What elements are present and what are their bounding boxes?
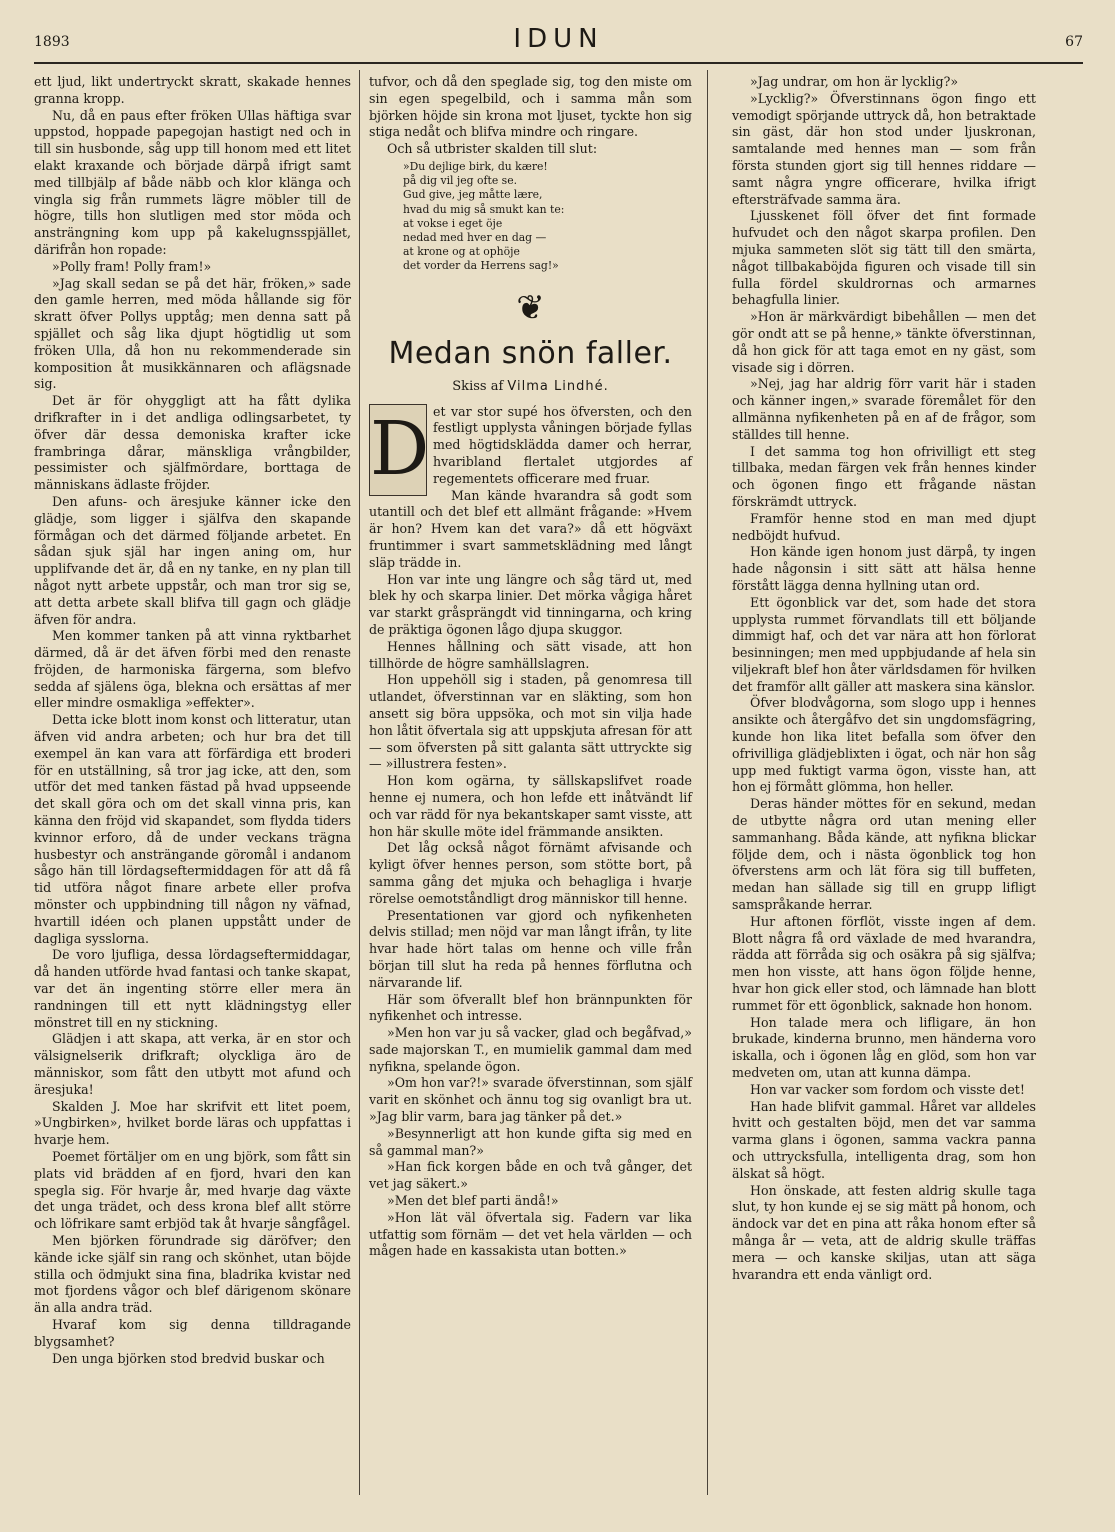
poem-line: »Du dejlige birk, du kære!	[403, 159, 548, 173]
masthead-title: IDUN	[513, 24, 604, 54]
paragraph: Han hade blifvit gammal. Håret var alldeles hvitt och gestalten böjd, men det var samma varma glans i ögonen, samma vackra panna och uttrycksfulla, intelligenta drag, som hon älskat så högt.	[732, 1098, 1036, 1181]
column-3	[732, 74, 1036, 1283]
paragraph: Detta icke blott inom konst och litteratur, utan äfven vid andra arbeten; och hur bra det till exempel än kan vara att förfärdiga ett broderi för en utställning, så tror jag icke, att den, som utför det med tanken fästad på hvad uppseende det skall göra och om det skall vinna pris, kan känna den fröjd vid skapandet, som flydda tiders kvinnor erforo, då de under veckans trägna husbestyr och ansträngande göromål i andanom sågo hän till lördagseftermiddagen för att då få tid utföra något finare arbete eller profva mönster och uppbindning till någon ny väfnad, hvartill idéen och planen uppstått under de dagliga sysslorna.	[34, 712, 351, 946]
paragraph: tufvor, och då den speglade sig, tog den miste om sin egen spegelbild, och i samma mån som björken höjde sin krona mot ljuset, tyckte hon sig stiga nedåt och blifva mindre och ringare.	[369, 74, 692, 140]
paragraph: Framför henne stod en man med djupt nedböjdt hufvud.	[732, 510, 1036, 543]
paragraph: Skalden J. Moe har skrifvit ett litet poem, »Ungbirken», hvilket borde läras och uppfattas i hvarje hem.	[34, 1098, 351, 1148]
paragraph: »Jag undrar, om hon är lycklig?»	[750, 74, 959, 89]
byline	[369, 378, 692, 396]
paragraph: »Om hon var?!» svarade öfverstinnan, som själf varit en skönhet och ännu tog sig ovanligt bra ut. »Jag blir varm, bara jag tänker på det.»	[369, 1075, 692, 1125]
paragraph: Man kände hvarandra så godt som utantill och det blef ett allmänt frågande: »Hvem är hon? Hvem kan det vara?» då ett högväxt fruntimmer i svart sammetsklädning med långt släp trädde in.	[369, 487, 692, 570]
paragraph: Hon kände igen honom just därpå, ty ingen hade någonsin i sitt sätt att hälsa henne förstått lägga denna hyllning utan ord.	[732, 544, 1036, 593]
paragraph: Den unga björken stod bredvid buskar och	[52, 1350, 325, 1366]
paragraph: De voro ljufliga, dessa lördagseftermiddagar, då handen utförde hvad fantasi och tanke skapat, var det än ingenting större eller mera än randningen till ett nytt klädningstyg eller mönstret till en ny stickning.	[34, 947, 351, 1030]
page-number: 67	[1065, 34, 1083, 50]
paragraph: »Nej, jag har aldrig förr varit här i staden och känner ingen,» svarade föremålet för den allmänna nyfikenheten på en af de frågor, som ställdes till henne.	[732, 376, 1036, 442]
paragraph: »Polly fram! Polly fram!»	[52, 258, 212, 274]
paragraph: Hon talade mera och lifligare, än hon brukade, kinderna brunno, men händerna voro iskalla, och i ögonen låg en glöd, som hon var medveten om, utan att kunna dämpa.	[732, 1014, 1036, 1081]
column-divider	[359, 70, 360, 1495]
first-paragraph	[369, 403, 692, 492]
paragraph: Och så utbrister skalden till slut:	[387, 141, 598, 157]
paragraph: Det är för ohyggligt att ha fått dylika drifkrafter in i det andliga odlingsarbetet, ty öfver där dessa demoniska krafter icke frambringa dårar, mänskliga vrångbilder, pessimister och själfmördare, borttaga de människans ädlaste fröjder.	[34, 393, 351, 493]
paragraph: Här som öfverallt blef hon brännpunkten för nyfikenhet och intresse.	[369, 991, 692, 1024]
poem-line: at krone og at ophöje	[403, 245, 520, 259]
poem-line: hvad du mig så smukt kan te:	[403, 202, 565, 216]
paragraph: Men björken förundrade sig däröfver; den kände icke själf sin rang och skönhet, utan böjde stilla och ödmjukt sina fina, bladrika kvistar ned mot fjordens vågor och blef därigenom skönare än alla andra träd.	[34, 1232, 351, 1316]
poem-line: på dig vil jeg ofte se.	[403, 174, 518, 188]
byline-prefix: Skiss af	[452, 378, 504, 394]
first-paragraph-text: et var stor supé hos öfversten, och den festligt upplysta våningen började fyllas med högtidsklädda damer och herrar, hvaribland flertalet utgjordes af regementets officerare med fruar.	[433, 403, 692, 486]
paragraph: ett ljud, likt undertryckt skratt, skakade hennes granna kropp.	[34, 74, 351, 106]
column-2	[369, 74, 692, 1260]
paragraph: »Jag skall sedan se på det här, fröken,» sade den gamle herren, med möda hållande sig för skratt öfver Pollys upptåg; men denna satt på spjället och såg lika djupt högtidlig ut som fröken Ulla, då hon nu rekommenderade sin komposition åt musikkännaren och aflägsnade sig.	[34, 275, 351, 392]
column-divider	[707, 70, 708, 1495]
paragraph: Deras händer möttes för en sekund, medan de utbytte några ord utan mening eller sammanhang. Båda kände, att nyfikna blickar följde dem, och i nästa ögonblick tog hon öfverstens arm och lät föra sig till buffeten, medan han sällade sig till en grupp lifligt samspråkande herrar.	[732, 796, 1036, 913]
paragraph: »Hon lät väl öfvertala sig. Fadern var lika utfattig som förnäm — det vet hela världen — och mågen hade en kassakista utan botten.»	[369, 1209, 692, 1259]
paragraph: Hon var inte ung längre och såg tärd ut, med blek hy och skarpa linier. Det mörka vågiga håret var starkt gråsprängdt vid tinningarna, och kring de präktiga ögonen lågo djupa skuggor.	[369, 571, 692, 637]
year-label: 1893	[34, 34, 70, 50]
poem-line: nedad med hver en dag —	[403, 231, 547, 244]
paragraph: Hon kom ogärna, ty sällskapslifvet roade henne ej numera, och hon lefde ett inåtvändt lif och var rädd för nya bekantskaper samt visste, att hon här skulle möte idel främmande ansikten.	[369, 773, 692, 839]
author-name: Vilma Lindhé.	[507, 378, 609, 394]
paragraph: Poemet förtäljer om en ung björk, som fått sin plats vid brädden af en fjord, hvari den kan spegla sig. För hvarje år, med hvarje dag växte det unga trädet, och dess krona blef allt större och löfrikare samt erbjöd tak åt hvarje sångfågel.	[34, 1149, 351, 1232]
paragraph: Presentationen var gjord och nyfikenheten delvis stillad; men nöjd var man långt ifrån, ty lite hvar hade hört talas om henne och ville från början till slut ha reda på hennes förflutna och närvarande lif.	[369, 907, 692, 990]
paragraph: Den afuns- och äresjuke känner icke den glädje, som ligger i själfva den skapande förmågan och det därmed följande arbetet. En sådan sjuk själ har ingen aning om, hur upplifvande det är, då en ny tanke, en ny plan till något nytt arbete uppstår, och man tror sig se, att detta arbete skall blifva till gagn och glädje äfven för andra.	[34, 493, 351, 627]
paragraph: »Men det blef parti ändå!»	[387, 1193, 559, 1209]
paragraph: »Besynnerligt att hon kunde gifta sig med en så gammal man?»	[369, 1125, 692, 1158]
poem-line: det vorder da Herrens sag!»	[403, 259, 559, 273]
paragraph: Glädjen i att skapa, att verka, är en stor och välsignelserik drifkraft; olyckliga äro de människor, som fått den utbytt mot afund och äresjuka!	[34, 1031, 351, 1097]
paragraph: Men kommer tanken på att vinna ryktbarhet därmed, då är det äfven förbi med den renaste fröjden, de harmoniska färgerna, som blefvo sedda af själens öga, blekna och ersättas af mer eller mindre osmakliga »effekter».	[34, 628, 351, 711]
paragraph: Hvaraf kom sig denna tilldragande blygsamhet?	[34, 1316, 351, 1349]
story-title: Medan snön faller.	[388, 335, 673, 371]
poem-line: at vokse i eget öje	[403, 216, 503, 230]
paragraph: »Men hon var ju så vacker, glad och begåfvad,» sade majorskan T., en mumielik gammal dam med nyfikna, spelande ögon.	[369, 1025, 692, 1074]
paragraph: Hur aftonen förflöt, visste ingen af dem. Blott några få ord växlade de med hvarandra, rädda att förråda sig och osäkra på sig själfva; men hon visste, att hans ögon följde henne, hvar hon gick eller stod, och lämnade han blott rummet för ett ögonblick, saknade hon honom.	[732, 913, 1036, 1013]
paragraph: Hennes hållning och sätt visade, att hon tillhörde de högre samhällslagren.	[369, 638, 692, 671]
paragraph: Öfver blodvågorna, som slogo upp i hennes ansikte och återgåfvo det sin ungdomsfägring, kunde hon lika litet befalla som öfver den ofrivilliga glädjeblixten i ögat, och när hon såg upp med fuktigt varma ögon, visste han, att hon ej förmått glömma, hon heller.	[732, 695, 1036, 795]
page-header	[34, 24, 1083, 64]
poem	[403, 160, 692, 274]
paragraph: Hon uppehöll sig i staden, på genomresa till utlandet, öfverstinnan var en släkting, som hon ansett sig böra uppsöka, och mot sin vilja hade hon låtit öfvertala sig att uppskjuta afresan för att — som öfversten på sitt galanta sätt uttryckte sig — »illustrera festen».	[369, 672, 692, 772]
paragraph: »Han fick korgen både en och två gånger, det vet jag säkert.»	[369, 1159, 692, 1192]
column-1	[34, 74, 351, 1367]
paragraph: I det samma tog hon ofrivilligt ett steg tillbaka, medan färgen vek från hennes kinder och ögonen fingo ett frågande nästan förskrämdt uttryck.	[732, 443, 1036, 509]
paragraph: Ljusskenet föll öfver det fint formade hufvudet och den något skarpa profilen. Den mjuka sammeten slöt sig tätt till den smärta, något tillbakaböjda figuren och visade till sin fulla fördel skuldrornas och armarnes behagfulla linier.	[732, 208, 1036, 308]
paragraph: »Lycklig?» Öfverstinnans ögon fingo ett vemodigt spörjande uttryck då, hon betraktade sin gäst, där hon stod under ljuskronan, samtalande med hennes man — som från första stunden gjort sig till hennes riddare — samt några yngre officerare, hvilka ifrigt eftersträfvade samma ära.	[732, 90, 1036, 207]
paragraph: Nu, då en paus efter fröken Ullas häftiga svar uppstod, hoppade papegojan hastigt ned och in till sin husbonde, såg upp till honom med ett litet elakt kraxande och började därpå ifrigt samt med tillbjälp af både näbb och klor klänga och vingla sig från rummets lägre möbler till de högre, tills hon slutligen med stor möda och ansträngning kom upp på kakelugnsspjället, därifrån hon ropade:	[34, 107, 351, 257]
paragraph: Hon önskade, att festen aldrig skulle taga slut, ty hon kunde ej se sig mätt på honom, och ändock var det en pina att råka honom efter så många år — veta, att de aldrig skulle träffas mera — och kanske skiljas, utan att säga hvarandra ett enda vänligt ord.	[732, 1182, 1036, 1282]
paragraph: Det låg också något förnämt afvisande och kyligt öfver hennes person, som stötte bort, på samma gång det mjuka och behagliga i hvarje rörelse oemotståndligt drog människor till henne.	[369, 840, 692, 906]
paragraph: Ett ögonblick var det, som hade det stora upplysta rummet förvandlats till ett böljande dimmigt haf, och det var nära att hon förlorat besinningen; men med uppbjudande af hela sin viljekraft blef hon åter världsdamen för hvilken det framför allt gäller att maskera sina känslor.	[732, 594, 1036, 694]
floral-ornament-icon: ❦	[516, 287, 545, 328]
paragraph: Hon var vacker som fordom och visste det!	[750, 1081, 1025, 1097]
poem-line: Gud give, jeg måtte lære,	[403, 188, 543, 202]
paragraph: »Hon är märkvärdigt bibehållen — men det gör ondt att se på henne,» tänkte öfverstinnan, då hon gick för att taga emot en ny gäst, som visade sig i dörren.	[732, 309, 1036, 375]
dropcap-letter: D	[369, 404, 427, 496]
